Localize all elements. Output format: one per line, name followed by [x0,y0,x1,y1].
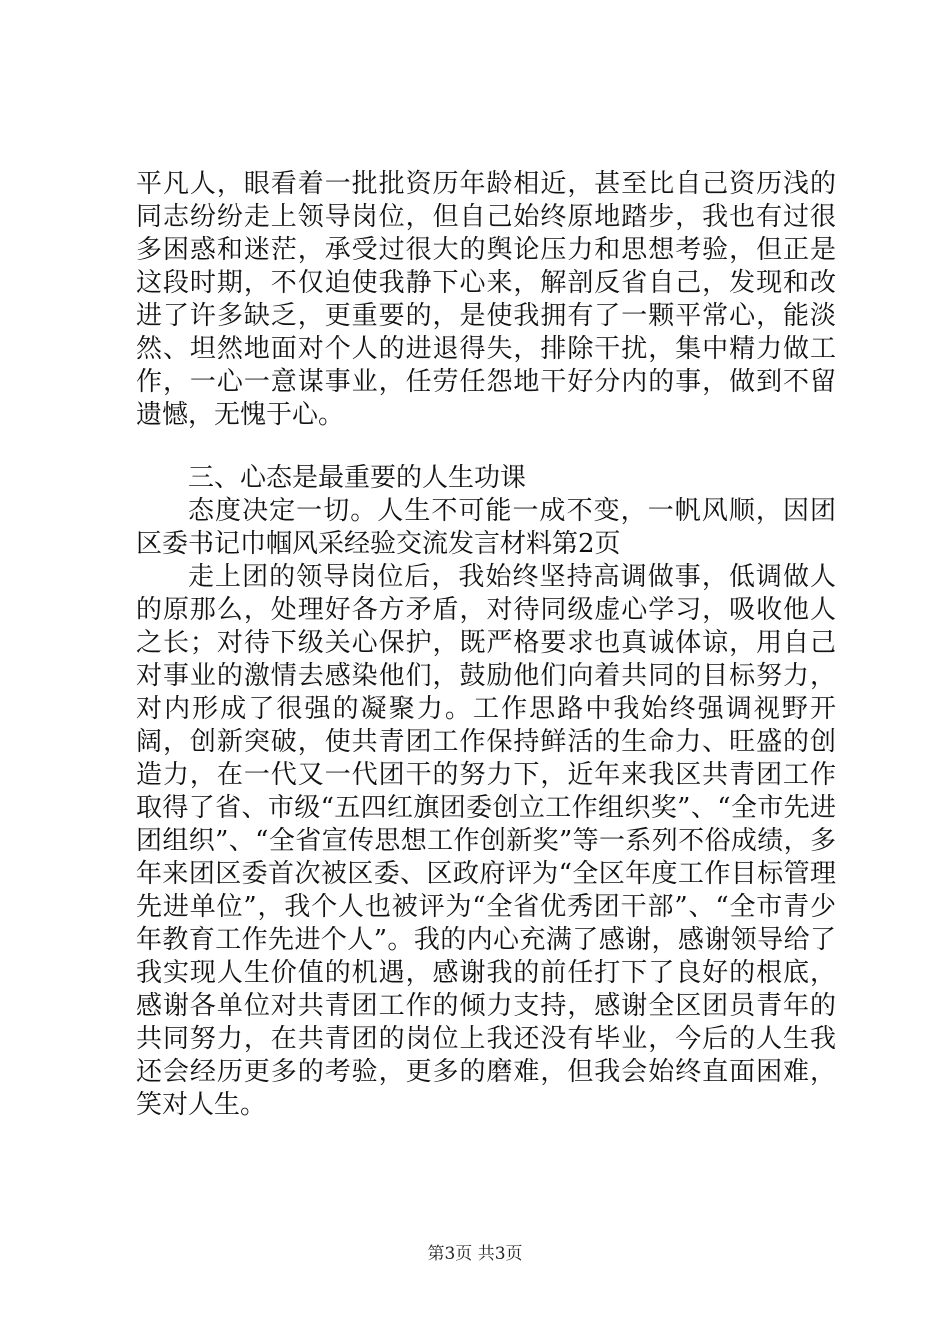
paragraph-gap [136,432,836,462]
paragraph-attitude: 态度决定一切。人生不可能一成不变，一帆风顺，因团区委书记巾帼风采经验交流发言材料第2页 [136,496,836,559]
document-body [136,168,836,1122]
paragraph-leadership: 走上团的领导岗位后，我始终坚持高调做事，低调做人的原那么，处理好各方矛盾，对待同级虚心学习，吸收他人之长；对待下级关心保护，既严格要求也真诚体谅，用自己对事业的激情去感染他们，鼓励他们向着共同的目标努力，对内形成了很强的凝聚力。工作思路中我始终强调视野开阔，创新突破，使共青团工作保持鲜活的生命力、旺盛的创造力，在一代又一代团干的努力下，近年来我区共青团工作取得了省、市级“五四红旗团委创立工作组织奖”、“全市先进团组织”、“全省宣传思想工作创新奖”等一系列不俗成绩，多年来团区委首次被区委、区政府评为“全区年度工作目标管理先进单位”，我个人也被评为“全省优秀团干部”、“全市青少年教育工作先进个人”。我的内心充满了感谢，感谢领导给了我实现人生价值的机遇，感谢我的前任打下了良好的根底，感谢各单位对共青团工作的倾力支持，感谢全区团员青年的共同努力，在共青团的岗位上我还没有毕业，今后的人生我还会经历更多的考验，更多的磨难，但我会始终直面困难，笑对人生。 [136,562,836,1120]
paragraph-continuation: 平凡人，眼看着一批批资历年龄相近，甚至比自己资历浅的同志纷纷走上领导岗位，但自己始终原地踏步，我也有过很多困惑和迷茫，承受过很大的舆论压力和思想考验，但正是这段时期，不仅迫使我静下心来，解剖反省自己，发现和改进了许多缺乏，更重要的，是使我拥有了一颗平常心，能淡然、坦然地面对个人的进退得失，排除干扰，集中精力做工作，一心一意谋事业，任劳任怨地干好分内的事，做到不留遗憾，无愧于心。 [136,169,836,430]
section-heading: 三、心态是最重要的人生功课 [188,463,527,493]
page-footer: 第3页 共3页 [427,1244,523,1264]
